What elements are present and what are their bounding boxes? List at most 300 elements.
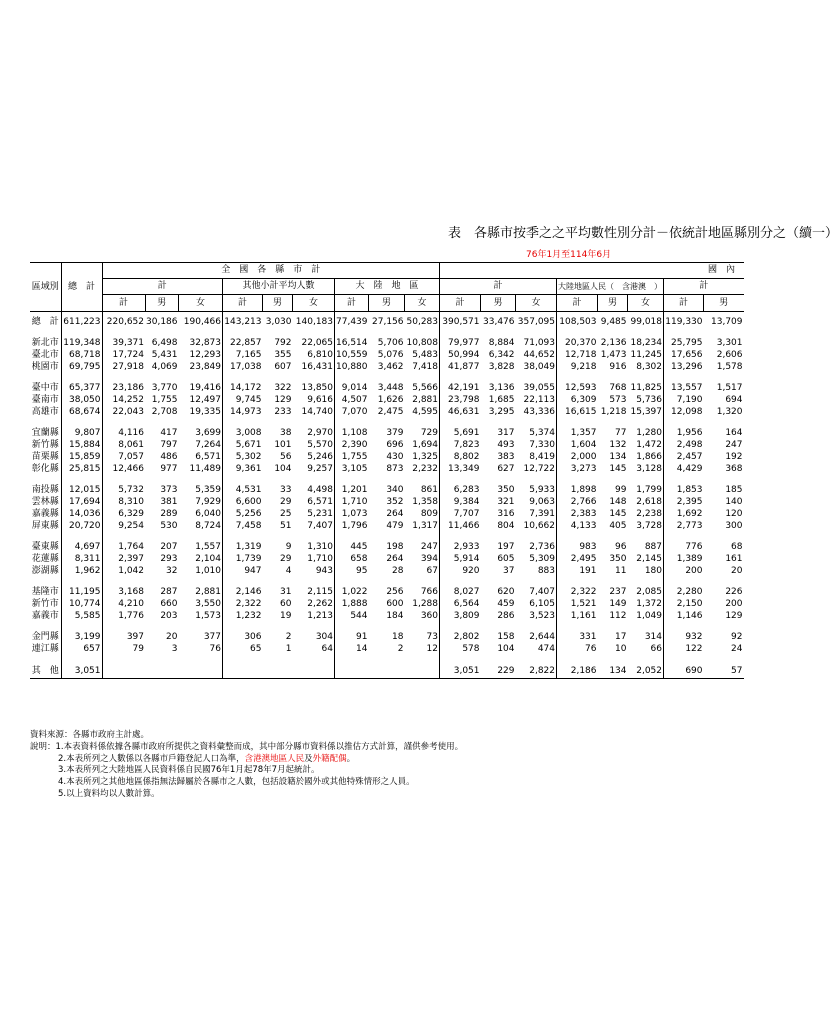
note-2-end: 。 [346,753,356,764]
table-cell: 23,849 [189,361,221,372]
table-cell: 220,652 [102,312,145,329]
note-2-highlight-1: 含港澳地區人民 [244,753,305,764]
table-cell: 15,859 [61,451,102,463]
table-cell: 8,027 [440,586,481,598]
table-cell: 493 [497,439,515,450]
table-cell: 14,973 [223,406,263,418]
table-cell: 66 [650,643,662,654]
table-cell: 46,631 [440,406,481,418]
header-leaf-cell: 計 [440,295,481,312]
table-cell: 57 [704,664,744,679]
table-cell: 1,372 [636,598,662,609]
table-cell: 28 [392,565,404,576]
table-row [30,508,744,520]
table-cell: 729 [420,427,438,438]
table-cell: 12 [426,643,438,654]
table-cell: 1,799 [636,484,662,495]
table-cell: 1,755 [151,394,178,405]
table-cell: 10,662 [523,520,555,531]
table-cell: 39,055 [523,382,555,393]
table-cell: 12,293 [189,349,221,360]
table-cell: 1,517 [716,382,743,393]
table-cell: 322 [274,382,292,393]
table-cell: 887 [644,541,662,552]
table-row [30,484,744,496]
table-cell: 1,473 [600,349,627,360]
header-group-b: 國 內 [440,263,744,279]
table-row [30,312,744,329]
table-cell: 104 [274,463,292,474]
note-3: 3.本表所列之大陸地區人民資料係自民國76年1月起78年7月起統計。 [58,765,320,776]
table-cell: 9,063 [529,496,555,507]
table-cell: 3,008 [223,427,263,439]
table-row [30,553,744,565]
table-body [30,312,744,679]
table-cell: 2,395 [664,496,704,508]
table-cell: 67 [426,565,438,576]
table-cell: 1,320 [716,406,743,417]
table-cell: 943 [315,565,333,576]
header-leaf-cell: 計 [223,295,263,312]
header-leaf-cell: 男 [369,295,405,312]
table-cell: 69,795 [61,361,102,373]
table-cell: 605 [497,553,515,564]
table-cell: 145 [609,508,627,519]
table-cell: 1,888 [335,598,369,610]
table-cell: 143,213 [223,312,263,329]
period-subtitle: 76年1月至114年6月 [526,250,612,260]
table-cell: 77 [615,427,627,438]
table-cell: 620 [497,586,515,597]
table-cell: 3,273 [557,463,598,475]
table-cell: 804 [497,520,515,531]
table-cell: 1,692 [664,508,704,520]
table-cell: 314 [644,631,662,642]
table-cell: 932 [664,631,704,643]
header-sub-b2: 大陸地區人民（ 含港澳 ） [557,279,664,295]
note-5: 5.以上資料均以人數計算。 [58,788,160,799]
table-cell: 306 [223,631,263,643]
header-sub-b1: 計 [440,279,557,295]
table-cell: 373 [160,484,178,495]
table-cell: 51 [280,520,292,531]
table-cell: 7,823 [440,439,481,451]
table-cell: 12,466 [102,463,145,475]
table-cell: 33 [280,484,292,495]
header-leaf-cell: 計 [102,295,145,312]
table-cell: 1,956 [664,427,704,439]
table-cell: 1,557 [195,541,221,552]
table-cell: 5,736 [636,394,662,405]
table-cell: 1,201 [335,484,369,496]
table-cell: 38,050 [61,394,102,406]
table-cell: 140 [725,496,743,507]
table-cell: 120 [725,508,743,519]
table-cell: 14,740 [301,406,333,417]
table-cell: 916 [609,361,627,372]
table-cell: 27,918 [102,361,145,373]
row-label: 高雄市 [31,406,59,417]
table-cell: 340 [386,484,404,495]
header-leaf-row [30,295,744,312]
table-cell: 22,857 [223,337,263,349]
table-cell: 352 [386,496,404,507]
table-cell: 3,301 [716,337,743,348]
table-cell: 3,168 [102,586,145,598]
table-cell: 2,145 [636,553,662,564]
table-cell: 129 [725,610,743,621]
table-cell: 42,191 [440,382,481,394]
table-cell: 6,105 [529,598,555,609]
table-cell: 2,052 [628,664,664,679]
table-cell: 2,881 [412,394,438,405]
table-cell: 6,564 [440,598,481,610]
table-cell: 1,755 [335,451,369,463]
table-cell: 486 [160,451,178,462]
table-cell: 68,674 [61,406,102,418]
table-cell: 8,311 [61,553,102,565]
table-cell: 694 [725,394,743,405]
table-cell: 3,136 [488,382,515,393]
table-cell: 1,472 [636,439,662,450]
table-cell: 13,349 [440,463,481,475]
table-cell: 2,495 [557,553,598,565]
table-cell [369,664,405,679]
table-cell: 12,593 [557,382,598,394]
table-cell: 68,718 [61,349,102,361]
table-cell: 1,325 [412,451,438,462]
spacer-row [30,532,744,541]
table-cell: 91 [335,631,369,643]
note-1: 說明：1.本表資料係依據各縣市政府所提供之資料彙整而成，其中部分縣市資料係以推估方式計算，謹供參考使用。 [30,741,464,752]
table-cell: 4,507 [335,394,369,406]
table-cell: 611,223 [61,312,102,329]
table-row [30,406,744,418]
table-cell: 79,977 [440,337,481,349]
header-leaf-cell: 女 [405,295,440,312]
table-cell: 197 [497,541,515,552]
table-cell: 766 [420,586,438,597]
spacer-row [30,418,744,427]
table-cell: 76 [209,643,221,654]
table-row [30,610,744,622]
row-label: 桃園市 [31,361,59,372]
table-row [30,439,744,451]
row-label: 彰化縣 [31,463,59,474]
row-label: 金門縣 [31,631,59,642]
table-cell: 148 [609,496,627,507]
table-cell: 264 [386,508,404,519]
header-sub-a2: 其他小計平均人數 [223,279,335,295]
table-cell: 99,018 [630,316,662,327]
table-row [30,349,744,361]
table-cell: 11,466 [440,520,481,532]
table-cell: 1,866 [636,451,662,462]
table-cell: 184 [386,610,404,621]
table-cell: 1,317 [412,520,438,531]
table-cell: 60 [280,598,292,609]
table-cell: 1,218 [600,406,627,417]
table-cell: 64 [321,643,333,654]
row-label: 屏東縣 [31,520,59,531]
table-cell: 16,514 [336,337,368,348]
note-2-highlight-2: 外籍配偶 [312,753,347,764]
table-cell: 607 [274,361,292,372]
table-cell: 10,880 [336,361,368,372]
table-cell: 145 [609,463,627,474]
table-cell: 2,232 [412,463,438,474]
table-row [30,361,744,373]
table-cell: 256 [386,586,404,597]
table-cell: 350 [497,484,515,495]
table-cell: 1,161 [557,610,598,622]
table-cell: 1,073 [335,508,369,520]
table-cell: 132 [609,439,627,450]
table-cell: 32,873 [189,337,221,348]
table-cell: 158 [497,631,515,642]
table-cell: 1,521 [557,598,598,610]
table-cell: 180 [644,565,662,576]
table-cell: 65,377 [61,382,102,394]
table-cell: 1,108 [335,427,369,439]
table-cell: 317 [497,427,515,438]
table-cell: 1,213 [307,610,333,621]
table-cell: 20 [166,631,178,642]
table-cell: 3,295 [488,406,515,417]
table-cell: 381 [160,496,178,507]
statistics-table-container [30,262,768,730]
table-cell: 5,374 [529,427,555,438]
table-cell: 947 [223,565,263,577]
table-cell: 1,146 [664,610,704,622]
table-cell: 1,685 [488,394,515,405]
table-cell: 24 [731,643,743,654]
table-row [30,541,744,553]
table-cell: 3,105 [335,463,369,475]
table-cell: 65 [223,643,263,655]
table-cell: 104 [497,643,515,654]
table-cell: 20 [731,565,743,576]
table-cell [223,664,263,679]
table-cell [179,664,223,679]
table-cell: 22,043 [102,406,145,418]
table-cell: 207 [160,541,178,552]
row-label: 臺南市 [31,394,59,405]
table-cell: 44,652 [523,349,555,360]
table-cell: 977 [160,463,178,474]
table-row [30,463,744,475]
table-cell: 5,671 [223,439,263,451]
table-cell: 6,283 [440,484,481,496]
table-cell: 2,773 [664,520,704,532]
table-cell: 809 [420,508,438,519]
table-cell: 71,093 [523,337,555,348]
table-cell: 293 [160,553,178,564]
header-total: 總 計 [61,263,102,312]
table-cell: 56 [280,451,292,462]
page-title: 表 各縣市按季之之平均數性別分計－依統計地區縣別分之（續一） [448,226,838,241]
table-cell: 360 [420,610,438,621]
table-cell: 14 [335,643,369,655]
table-cell: 73 [426,631,438,642]
table-cell: 5,566 [412,382,438,393]
row-label: 花蓮縣 [31,553,59,564]
table-cell: 17 [615,631,627,642]
table-cell: 200 [725,598,743,609]
spacer-row [30,373,744,382]
table-cell: 22,113 [523,394,555,405]
table-cell: 264 [386,553,404,564]
table-cell: 185 [725,484,743,495]
table-cell: 27,156 [372,316,404,327]
table-cell: 2,933 [440,541,481,553]
table-cell: 2,606 [716,349,743,360]
table-cell: 191 [557,565,598,577]
table-cell: 4 [285,565,292,576]
table-cell: 1,578 [716,361,743,372]
table-cell: 5,309 [529,553,555,564]
header-sub-a3: 大 陸 地 區 [335,279,440,295]
spacer-row [30,577,744,586]
table-cell: 95 [335,565,369,577]
table-cell: 383 [497,451,515,462]
header-region: 區域別 [30,263,61,312]
table-cell: 1,288 [412,598,438,609]
table-cell: 3,809 [440,610,481,622]
table-cell: 2,390 [335,439,369,451]
table-cell: 25,795 [664,337,704,349]
table-cell: 5,256 [223,508,263,520]
table-cell: 50,994 [440,349,481,361]
table-cell: 377 [203,631,221,642]
table-row [30,394,744,406]
table-cell: 11 [615,565,627,576]
table-cell: 3,128 [636,463,662,474]
table-cell: 1,232 [223,610,263,622]
table-cell: 3,770 [151,382,178,393]
table-cell: 2,498 [664,439,704,451]
table-cell: 1,710 [307,553,333,564]
table-cell: 6,498 [151,337,178,348]
table-cell: 4,595 [412,406,438,417]
table-cell: 17,656 [664,349,704,361]
table-cell: 658 [335,553,369,565]
table-cell: 10,559 [336,349,368,360]
table-cell: 459 [497,598,515,609]
header-leaf-cell: 計 [557,295,598,312]
table-cell: 119,348 [61,337,102,349]
table-cell: 108,503 [557,312,598,329]
table-cell: 2,115 [307,586,333,597]
row-label: 澎湖縣 [31,565,59,576]
table-cell: 417 [160,427,178,438]
table-cell: 1,357 [557,427,598,439]
table-cell: 192 [725,451,743,462]
table-cell: 8,310 [102,496,145,508]
table-cell: 9 [285,541,292,552]
table-cell: 430 [386,451,404,462]
table-cell: 7,190 [664,394,704,406]
table-cell: 5,914 [440,553,481,565]
table-cell: 1,764 [102,541,145,553]
table-cell: 657 [61,643,102,655]
table-cell: 397 [102,631,145,643]
row-label: 新竹縣 [31,439,59,450]
table-cell: 1,604 [557,439,598,451]
spacer-row [30,622,744,631]
table-cell: 357,095 [517,316,555,327]
table-cell: 5,732 [102,484,145,496]
table-cell: 4,531 [223,484,263,496]
table-cell: 10,808 [406,337,438,348]
table-cell: 5,706 [377,337,404,348]
table-cell: 6,571 [195,451,221,462]
row-label: 嘉義市 [31,610,59,621]
table-cell: 9,257 [307,463,333,474]
table-cell: 12,722 [523,463,555,474]
note-2-mid: 及 [304,753,313,764]
table-cell: 861 [420,484,438,495]
table-cell: 7,391 [529,508,555,519]
table-cell: 30,186 [146,316,178,327]
header-sub-a1: 計 [102,279,223,295]
table-cell: 2,618 [636,496,662,507]
table-cell: 2,708 [151,406,178,417]
row-label: 臺東縣 [31,541,59,552]
table-cell: 29 [280,496,292,507]
table-cell: 4,133 [557,520,598,532]
header-leaf-cell: 計 [335,295,369,312]
table-cell: 573 [609,394,627,405]
table-cell: 2,383 [557,508,598,520]
table-cell: 1,776 [102,610,145,622]
table-cell: 14,252 [102,394,145,406]
table-cell: 190,466 [183,316,221,327]
table-cell: 8,802 [440,451,481,463]
table-cell: 2,644 [529,631,555,642]
table-cell: 134 [609,451,627,462]
table-cell: 10,774 [61,598,102,610]
table-cell: 134 [598,664,628,679]
table-row [30,337,744,349]
table-cell: 4,429 [664,463,704,475]
table-cell: 12,497 [189,394,221,405]
table-cell: 7,330 [529,439,555,450]
header-group-a: 全 國 各 縣 市 計 [102,263,440,279]
note-2 [30,754,750,766]
table-cell: 11,825 [630,382,662,393]
table-cell: 2,085 [636,586,662,597]
table-cell: 6,040 [195,508,221,519]
table-cell: 9,014 [335,382,369,394]
table-cell: 7,057 [102,451,145,463]
table-cell: 3,523 [529,610,555,621]
table-cell: 2,766 [557,496,598,508]
table-cell: 200 [664,565,704,577]
table-cell: 19,416 [189,382,221,393]
table-cell: 161 [725,553,743,564]
table-cell: 2,146 [223,586,263,598]
table-cell: 1,796 [335,520,369,532]
table-cell: 20,720 [61,520,102,532]
table-cell: 1,022 [335,586,369,598]
table-cell: 350 [609,553,627,564]
table-cell: 2,104 [195,553,221,564]
table-cell: 405 [609,520,627,531]
table-cell: 6,329 [102,508,145,520]
table-cell: 4,116 [102,427,145,439]
table-cell: 16,615 [557,406,598,418]
